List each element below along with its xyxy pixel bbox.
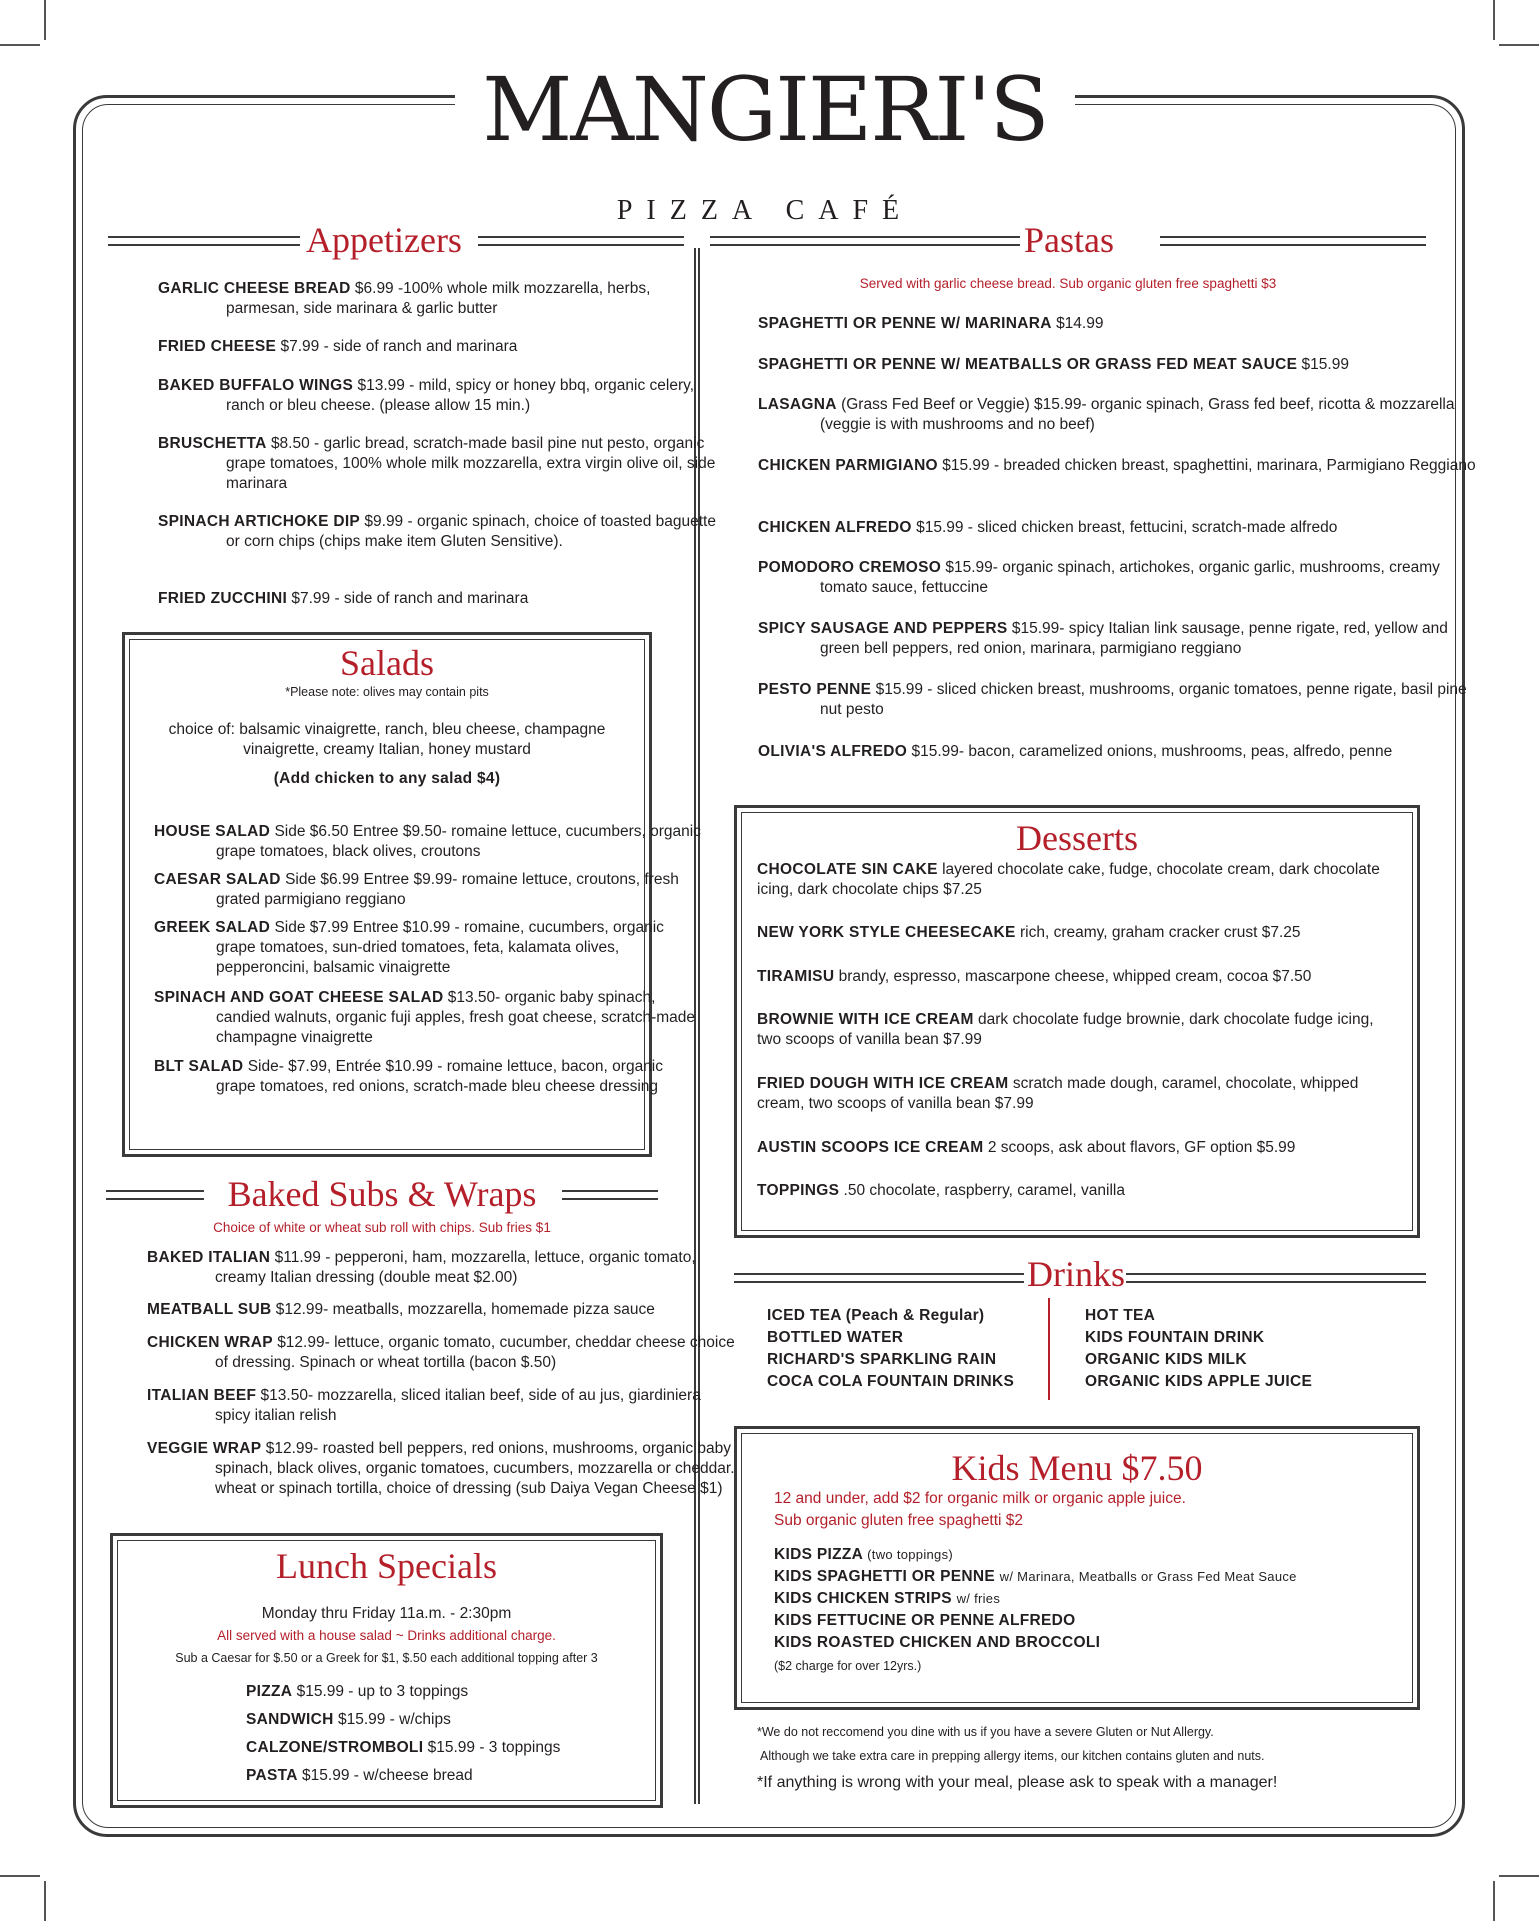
subs-heading: Baked Subs & Wraps xyxy=(227,1174,537,1214)
section-rule xyxy=(1160,236,1426,246)
lunch-note: All served with a house salad ~ Drinks additional charge. xyxy=(217,1628,556,1643)
drink-item: ORGANIC KIDS MILK xyxy=(1085,1351,1247,1368)
subs-note: Choice of white or wheat sub roll with chips. Sub fries $1 xyxy=(213,1220,551,1235)
kids-item: KIDS ROASTED CHICKEN AND BROCCOLI xyxy=(774,1634,1101,1651)
crop-mark xyxy=(1499,44,1539,46)
drink-item: HOT TEA xyxy=(1085,1307,1156,1324)
menu-item: CHICKEN WRAP $12.99- lettuce, organic tomato, cucumber, cheddar cheese choice of dressing. Spinach or wheat tortilla (bacon $.50) xyxy=(147,1334,735,1371)
section-rule xyxy=(1126,1273,1426,1283)
salads-dressings: choice of: balsamic vinaigrette, ranch, bleu cheese, champagne vinaigrette, creamy Italian, honey mustard xyxy=(168,721,606,758)
menu-item: PASTA $15.99 - w/cheese bread xyxy=(246,1767,473,1784)
kids-note: Sub organic gluten free spaghetti $2 xyxy=(774,1512,1024,1529)
manager-note: *If anything is wrong with your meal, please ask to speak with a manager! xyxy=(757,1774,1278,1791)
section-rule xyxy=(562,1190,658,1200)
menu-item: OLIVIA'S ALFREDO $15.99- bacon, caramelized onions, mushrooms, peas, alfredo, penne xyxy=(758,743,1393,760)
menu-item: SPICY SAUSAGE AND PEPPERS $15.99- spicy Italian link sausage, penne rigate, red, yellow and green bell peppers, red onion, marinara, parmigiano reggiano xyxy=(758,620,1448,657)
kids-note: 12 and under, add $2 for organic milk or organic apple juice. xyxy=(774,1490,1186,1507)
menu-item: GARLIC CHEESE BREAD $6.99 -100% whole milk mozzarella, herbs, parmesan, side marinara & garlic butter xyxy=(158,280,651,317)
menu-item: VEGGIE WRAP $12.99- roasted bell peppers, red onions, mushrooms, organic baby spinach, black olives, organic tomatoes, cucumbers, mozzarella or cheddar. wheat or spinach tortilla, choice of dressing (sub Daiya Vegan Cheese $1) xyxy=(147,1440,735,1497)
kids-item: KIDS PIZZA (two toppings) xyxy=(774,1546,954,1563)
kids-heading: Kids Menu $7.50 xyxy=(951,1448,1203,1488)
menu-item: AUSTIN SCOOPS ICE CREAM 2 scoops, ask about flavors, GF option $5.99 xyxy=(757,1139,1296,1156)
menu-item: SPAGHETTI OR PENNE W/ MARINARA $14.99 xyxy=(758,315,1104,332)
menu-item: CHICKEN PARMIGIANO $15.99 - breaded chicken breast, spaghettini, marinara, Parmigiano Reggiano xyxy=(758,457,1476,474)
menu-item: BROWNIE WITH ICE CREAM dark chocolate fudge brownie, dark chocolate fudge icing, two scoops of vanilla bean $7.99 xyxy=(757,1011,1374,1048)
crop-mark xyxy=(44,1881,46,1921)
menu-item: PIZZA $15.99 - up to 3 toppings xyxy=(246,1683,469,1700)
menu-item: ITALIAN BEEF $13.50- mozzarella, sliced italian beef, side of au jus, giardiniera spicy italian relish xyxy=(147,1387,701,1424)
allergy-note: Although we take extra care in prepping allergy items, our kitchen contains gluten and nuts. xyxy=(760,1749,1265,1763)
drink-item: KIDS FOUNTAIN DRINK xyxy=(1085,1329,1265,1346)
menu-item: FRIED CHEESE $7.99 - side of ranch and marinara xyxy=(158,338,518,355)
brand-subtitle: PIZZA CAFÉ xyxy=(616,195,914,226)
kids-item: KIDS SPAGHETTI OR PENNE w/ Marinara, Meatballs or Grass Fed Meat Sauce xyxy=(774,1568,1297,1585)
menu-item: LASAGNA (Grass Fed Beef or Veggie) $15.99- organic spinach, Grass fed beef, ricotta & mozzarella (veggie is with mushrooms and no beef) xyxy=(758,396,1455,433)
drink-item: BOTTLED WATER xyxy=(767,1329,904,1346)
menu-item: BRUSCHETTA $8.50 - garlic bread, scratch-made basil pine nut pesto, organic grape tomatoes, 100% whole milk mozzarella, extra virgin olive oil, side marinara xyxy=(158,435,716,492)
menu-item: HOUSE SALAD Side $6.50 Entree $9.50- romaine lettuce, cucumbers, organic grape tomatoes, black olives, croutons xyxy=(154,823,701,860)
lunch-hours: Monday thru Friday 11a.m. - 2:30pm xyxy=(261,1605,512,1622)
menu-item: CHICKEN ALFREDO $15.99 - sliced chicken breast, fettucini, scratch-made alfredo xyxy=(758,519,1338,536)
section-rule xyxy=(734,1273,1024,1283)
menu-item: GREEK SALAD Side $7.99 Entree $10.99 - romaine, cucumbers, organic grape tomatoes, sun-dried tomatoes, feta, kalamata olives, pepperoncini, balsamic vinaigrette xyxy=(154,919,664,976)
salads-note: *Please note: olives may contain pits xyxy=(285,685,489,699)
crop-mark xyxy=(1493,0,1495,40)
salads-heading: Salads xyxy=(340,643,434,683)
kids-item: KIDS CHICKEN STRIPS w/ fries xyxy=(774,1590,1001,1607)
pastas-heading: Pastas xyxy=(1024,220,1114,260)
drink-item: COCA COLA FOUNTAIN DRINKS xyxy=(767,1373,1015,1390)
kids-footer: ($2 charge for over 12yrs.) xyxy=(774,1659,922,1673)
allergy-note: *We do not reccomend you dine with us if you have a severe Gluten or Nut Allergy. xyxy=(757,1725,1214,1739)
crop-mark xyxy=(44,0,46,40)
drink-item: ICED TEA (Peach & Regular) xyxy=(767,1307,985,1324)
pastas-note: Served with garlic cheese bread. Sub organic gluten free spaghetti $3 xyxy=(859,276,1277,291)
lunch-heading: Lunch Specials xyxy=(276,1546,497,1586)
menu-item: PESTO PENNE $15.99 - sliced chicken breast, mushrooms, organic tomatoes, penne rigate, basil pine nut pesto xyxy=(758,681,1467,718)
crop-mark xyxy=(1493,1881,1495,1921)
menu-item: CALZONE/STROMBOLI $15.99 - 3 toppings xyxy=(246,1739,561,1756)
menu-item: SANDWICH $15.99 - w/chips xyxy=(246,1711,451,1728)
appetizers-heading: Appetizers xyxy=(306,220,462,260)
crop-mark xyxy=(1499,1875,1539,1877)
drink-item: ORGANIC KIDS APPLE JUICE xyxy=(1085,1373,1313,1390)
section-rule xyxy=(710,236,1020,246)
kids-item: KIDS FETTUCINE OR PENNE ALFREDO xyxy=(774,1612,1076,1629)
menu-item: NEW YORK STYLE CHEESECAKE rich, creamy, graham cracker crust $7.25 xyxy=(757,924,1301,941)
menu-item: TIRAMISU brandy, espresso, mascarpone cheese, whipped cream, cocoa $7.50 xyxy=(757,968,1312,985)
menu-item: SPINACH ARTICHOKE DIP $9.99 - organic spinach, choice of toasted baguette or corn chips (chips make item Gluten Sensitive). xyxy=(158,513,716,550)
menu-item: POMODORO CREMOSO $15.99- organic spinach, artichokes, organic garlic, mushrooms, creamy tomato sauce, fettuccine xyxy=(758,559,1440,596)
menu-item: CAESAR SALAD Side $6.99 Entree $9.99- romaine lettuce, croutons, fresh grated parmigiano reggiano xyxy=(154,871,679,908)
crop-mark xyxy=(0,1875,40,1877)
menu-item: BAKED BUFFALO WINGS $13.99 - mild, spicy or honey bbq, organic celery, ranch or bleu cheese. (please allow 15 min.) xyxy=(158,377,695,414)
menu-item: FRIED ZUCCHINI $7.99 - side of ranch and marinara xyxy=(158,590,529,607)
menu-item: TOPPINGS .50 chocolate, raspberry, caramel, vanilla xyxy=(757,1182,1125,1199)
crop-mark xyxy=(0,44,40,46)
drinks-divider xyxy=(1048,1298,1050,1400)
desserts-heading: Desserts xyxy=(1016,818,1138,858)
section-rule xyxy=(106,1190,204,1200)
brand-logo: MANGIERI'S xyxy=(482,58,1048,161)
lunch-sub-note: Sub a Caesar for $.50 or a Greek for $1, $.50 each additional topping after 3 xyxy=(175,1651,598,1665)
menu-item: BLT SALAD Side- $7.99, Entrée $10.99 - romaine lettuce, bacon, organic grape tomatoes, red onions, scratch-made bleu cheese dressing xyxy=(154,1058,664,1095)
section-rule xyxy=(478,236,684,246)
menu-item: SPINACH AND GOAT CHEESE SALAD $13.50- organic baby spinach, candied walnuts, organic fuji apples, fresh goat cheese, scratch-made champagne vinaigrette xyxy=(154,989,696,1046)
drinks-heading: Drinks xyxy=(1027,1254,1125,1294)
section-rule xyxy=(108,236,300,246)
menu-item: FRIED DOUGH WITH ICE CREAM scratch made dough, caramel, chocolate, whipped cream, two scoops of vanilla bean $7.99 xyxy=(757,1075,1359,1112)
drink-item: RICHARD'S SPARKLING RAIN xyxy=(767,1351,997,1368)
menu-item: MEATBALL SUB $12.99- meatballs, mozzarella, homemade pizza sauce xyxy=(147,1301,655,1318)
menu-item: BAKED ITALIAN $11.99 - pepperoni, ham, mozzarella, lettuce, organic tomato, creamy Italian dressing (double meat $2.00) xyxy=(147,1249,696,1286)
menu-item: CHOCOLATE SIN CAKE layered chocolate cake, fudge, chocolate cream, dark chocolate icing, dark chocolate chips $7.25 xyxy=(757,861,1380,898)
menu-item: SPAGHETTI OR PENNE W/ MEATBALLS OR GRASS FED MEAT SAUCE $15.99 xyxy=(758,356,1349,373)
salads-add-chicken: (Add chicken to any salad $4) xyxy=(273,770,501,787)
